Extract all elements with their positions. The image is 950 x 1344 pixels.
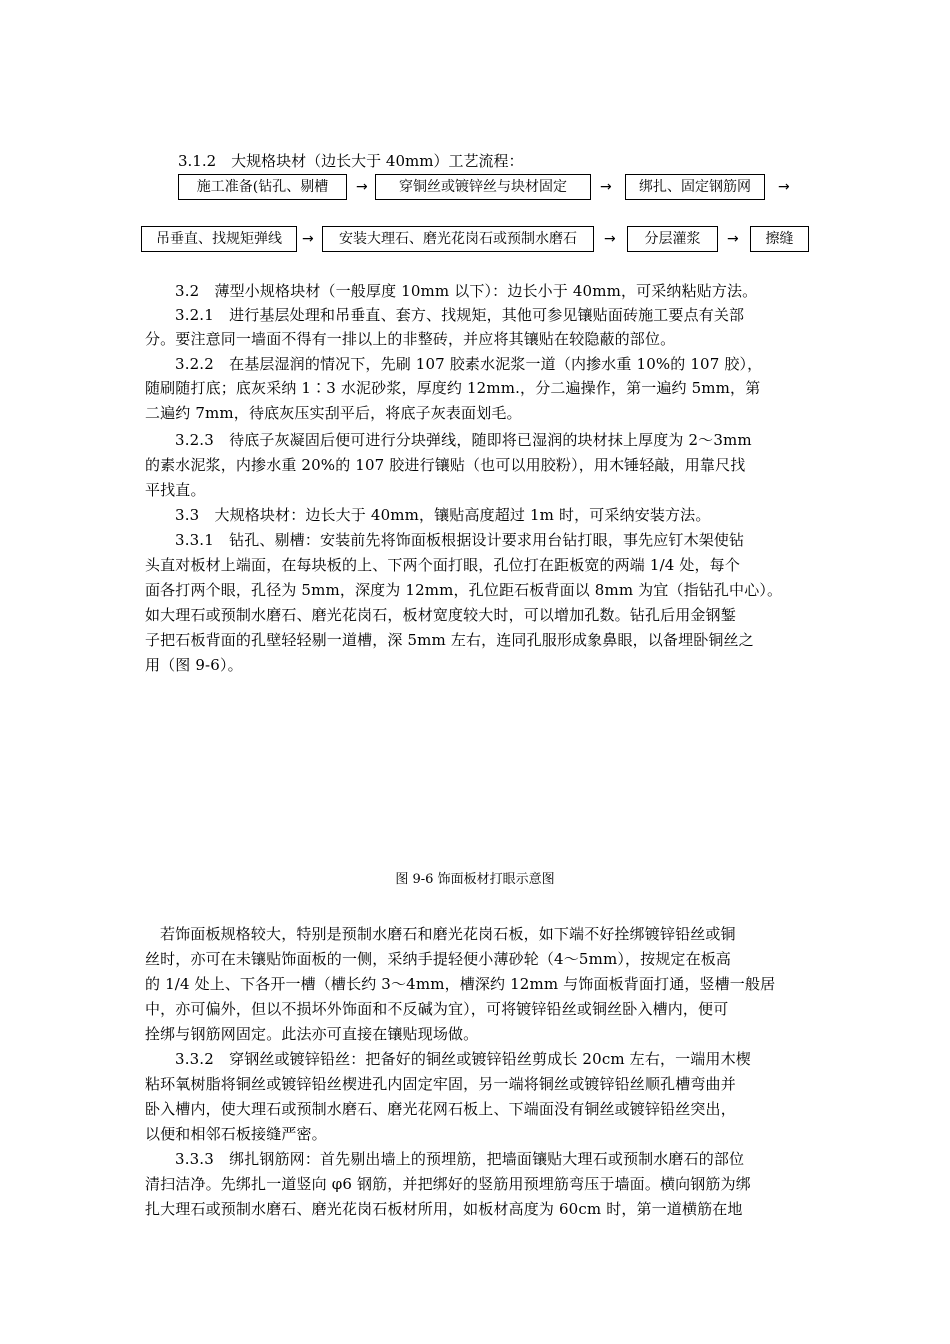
text-line: 子把石板背面的孔壁轻轻剔一道槽，深 5mm 左右，连同孔服形成象鼻眼，以备埋卧铜丝之 bbox=[145, 631, 754, 649]
text-line: 粘环氧树脂将铜丝或镀锌铅丝楔进孔内固定牢固，另一端将铜丝或镀锌铅丝顺孔槽弯曲并 bbox=[145, 1075, 736, 1093]
flow-step-plumb: 吊垂直、找规矩弹线 bbox=[141, 226, 297, 252]
flow-step-prep: 施工准备(钻孔、剔槽 bbox=[178, 174, 347, 200]
text-line: 的 1/4 处上、下各开一槽（槽长约 3～4mm，槽深约 12mm 与饰面板背面打通，竖槽一般居 bbox=[145, 975, 776, 993]
text-line: 如大理石或预制水磨石、磨光花岗石，板材宽度较大时，可以增加孔数。钻孔后用金钢錾 bbox=[145, 606, 736, 624]
flow-step-wire: 穿铜丝或镀锌丝与块材固定 bbox=[375, 174, 591, 200]
text-line: 的素水泥浆，内掺水重 20%的 107 胶进行镶贴（也可以用胶粉），用木锤轻敲，用靠尺找 bbox=[145, 456, 746, 474]
flow-step-install: 安装大理石、磨光花岗石或预制水磨石 bbox=[322, 226, 594, 252]
text-line: 3.3.2 穿钢丝或镀锌铅丝：把备好的铜丝或镀锌铅丝剪成长 20cm 左右，一端用木楔 bbox=[175, 1050, 751, 1068]
text-line: 丝时，亦可在未镶贴饰面板的一侧，采纳手提轻便小薄砂轮（4～5mm），按规定在板高 bbox=[145, 950, 732, 968]
text-line: 随刷随打底；底灰采纳 1∶3 水泥砂浆，厚度约 12mm.，分二遍操作，第一遍约 5mm，第 bbox=[145, 379, 761, 397]
text-line: 面各打两个眼，孔径为 5mm，深度为 12mm，孔位距石板背面以 8mm 为宜（指钻孔中心）。 bbox=[145, 581, 783, 599]
figure-caption: 图 9-6 饰面板材打眼示意图 bbox=[395, 872, 555, 887]
flow-arrow: → bbox=[600, 179, 612, 195]
text-line: 卧入槽内，使大理石或预制水磨石、磨光花网石板上、下端面没有铜丝或镀锌铅丝突出， bbox=[145, 1100, 736, 1118]
flow-step-joint: 擦缝 bbox=[750, 226, 809, 252]
text-line: 清扫洁净。先绑扎一道竖向 φ6 钢筋，并把绑好的竖筋用预埋筋弯压于墙面。横向钢筋为绑 bbox=[145, 1175, 751, 1193]
text-line: 用（图 9-6）。 bbox=[145, 656, 243, 674]
text-line: 头直对板材上端面，在每块板的上、下两个面打眼，孔位打在距板宽的两端 1/4 处，每个 bbox=[145, 556, 740, 574]
flow-arrow: → bbox=[356, 179, 368, 195]
flow-arrow: → bbox=[604, 231, 616, 247]
flow-heading: 3.1.2 大规格块材（边长大于 40mm）工艺流程： bbox=[178, 152, 524, 170]
text-line: 中，亦可偏外，但以不损坏外饰面和不反碱为宜），可将镀锌铅丝或铜丝卧入槽内，便可 bbox=[145, 1000, 729, 1018]
text-line: 二遍约 7mm，待底灰压实刮平后，将底子灰表面划毛。 bbox=[145, 404, 522, 422]
flow-arrow: → bbox=[778, 179, 790, 195]
flow-step-rebar: 绑扎、固定钢筋网 bbox=[625, 174, 765, 200]
text-line: 3.2.3 待底子灰凝固后便可进行分块弹线，随即将已湿润的块材抹上厚度为 2～3mm bbox=[175, 431, 752, 449]
text-line: 分。要注意同一墙面不得有一排以上的非整砖，并应将其镶贴在较隐蔽的部位。 bbox=[145, 330, 676, 348]
text-line: 拴绑与钢筋网固定。此法亦可直接在镶贴现场做。 bbox=[145, 1025, 479, 1043]
text-line: 3.3.3 绑扎钢筋网：首先剔出墙上的预埋筋，把墙面镶贴大理石或预制水磨石的部位 bbox=[175, 1150, 745, 1168]
text-line: 3.2.2 在基层湿润的情况下，先刷 107 胶素水泥浆一道（内掺水重 10%的 107 胶）， bbox=[175, 355, 763, 373]
text-line: 扎大理石或预制水磨石、磨光花岗石板材所用，如板材高度为 60cm 时，第一道横筋在地 bbox=[145, 1200, 743, 1218]
text-line: 3.2.1 进行基层处理和吊垂直、套方、找规矩，其他可参见镶贴面砖施工要点有关部 bbox=[175, 306, 745, 324]
flow-arrow: → bbox=[302, 231, 314, 247]
text-line: 3.2 薄型小规格块材（一般厚度 10mm 以下）：边长小于 40mm，可采纳粘贴方法。 bbox=[175, 282, 758, 300]
text-line: 平找直。 bbox=[145, 481, 206, 499]
text-line: 以便和相邻石板接缝严密。 bbox=[145, 1125, 327, 1143]
text-line: 若饰面板规格较大，特别是预制水磨石和磨光花岗石板，如下端不好拴绑镀锌铅丝或铜 bbox=[160, 925, 736, 943]
text-line: 3.3.1 钻孔、剔槽：安装前先将饰面板根据设计要求用台钻打眼，事先应钉木架使钻 bbox=[175, 531, 745, 549]
flow-step-grout: 分层灌浆 bbox=[627, 226, 718, 252]
flow-arrow: → bbox=[727, 231, 739, 247]
text-line: 3.3 大规格块材：边长大于 40mm，镶贴高度超过 1m 时，可采纳安装方法。 bbox=[175, 506, 711, 524]
